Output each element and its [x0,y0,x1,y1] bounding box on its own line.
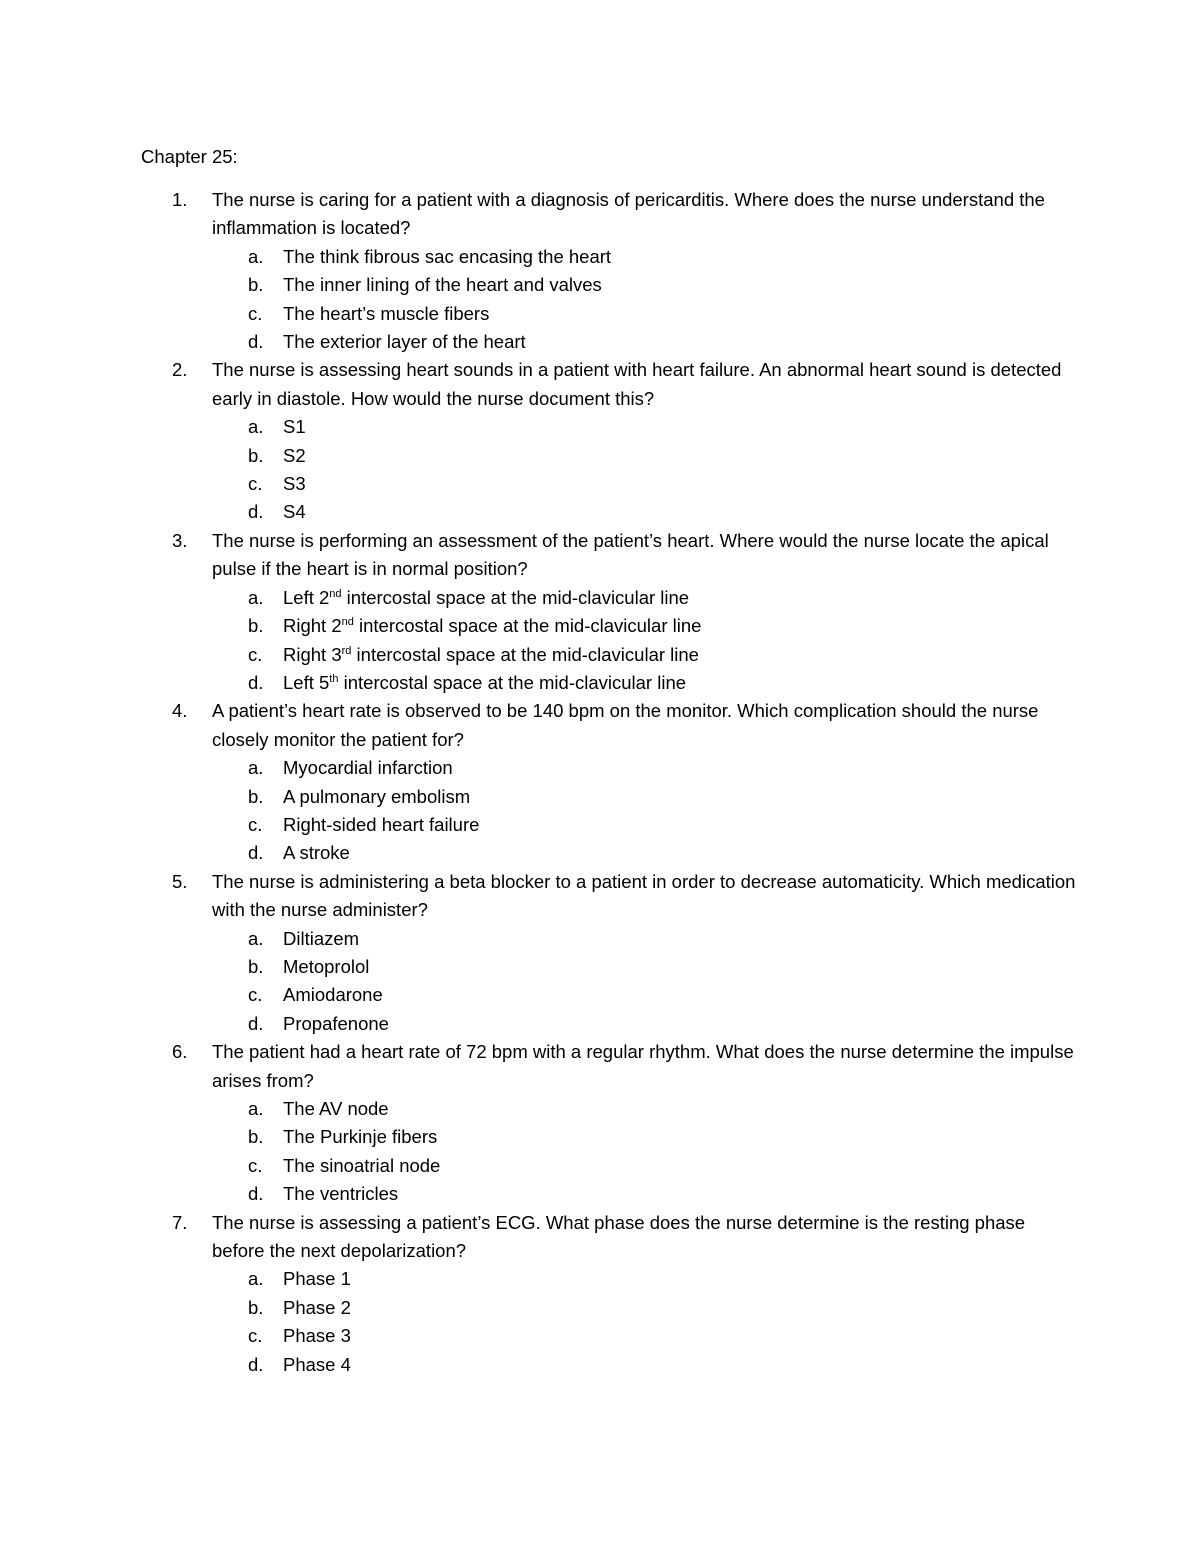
ordinal-suffix: nd [341,616,354,629]
answer-option [212,1322,1081,1350]
answer-option [212,641,1081,669]
answer-option [212,783,1081,811]
option-text: Amiodarone [283,984,383,1006]
answer-option [212,811,1081,839]
option-text: Right-sided heart failure [283,813,480,835]
option-letter: d. [248,671,264,693]
option-letter: a. [248,416,264,438]
ordinal-suffix: th [329,672,339,685]
question-text: The nurse is assessing a patient’s ECG. What phase does the nurse determine is the resting phase before the next depolarization? [212,1211,1026,1262]
option-text-start: Right 3 [283,643,342,665]
answer-options [212,243,1081,357]
option-letter: a. [248,1098,264,1119]
option-text-start: Right 2 [283,615,342,637]
option-letter: d. [248,1353,264,1375]
option-letter: b. [248,615,264,637]
option-letter: b. [248,1126,264,1148]
option-text: A stroke [283,842,350,864]
answer-option [212,271,1081,299]
option-letter: c. [248,1154,263,1176]
question-text: A patient’s heart rate is observed to be 140 bpm on the monitor. Which complication should the nurse closely monitor the patient for? [212,700,1039,750]
question-text: The nurse is assessing heart sounds in a patient with heart failure. An abnormal heart sound is detected early in diastole. How would the nurse document this? [212,359,1062,409]
option-text: The AV node [283,1098,389,1119]
question-5 [141,868,1081,1038]
option-letter: a. [248,1268,264,1290]
option-text-end: intercostal space at the mid-clavicular line [353,615,702,637]
option-text: Phase 4 [283,1353,351,1375]
option-text-start: Left 5 [283,671,330,693]
option-text: The ventricles [283,1183,399,1205]
option-text-end: intercostal space at the mid-clavicular line [338,671,687,693]
option-text: Myocardial infarction [283,757,453,779]
answer-option [212,328,1081,356]
option-letter: d. [248,1012,264,1034]
option-letter: b. [248,274,264,296]
question-6 [141,1038,1081,1208]
answer-option [212,584,1081,612]
question-3 [141,527,1081,697]
option-letter: c. [248,1325,263,1347]
answer-options [212,754,1081,868]
option-letter: d. [248,842,264,864]
question-number: 3. [172,529,188,551]
answer-option [212,470,1081,498]
answer-option [212,1123,1081,1151]
answer-option [212,1010,1081,1038]
option-text-end: intercostal space at the mid-clavicular line [351,643,699,665]
option-text: Phase 3 [283,1325,351,1347]
answer-option [212,1152,1081,1180]
question-number: 6. [172,1041,188,1063]
option-text: S4 [283,501,306,523]
question-number: 5. [172,870,188,892]
ordinal-suffix: rd [341,644,352,657]
option-text: The inner lining of the heart and valves [283,274,602,296]
option-text: S2 [283,444,306,466]
option-letter: c. [248,302,263,324]
answer-option [212,1294,1081,1322]
option-text: S1 [283,416,306,438]
option-letter: b. [248,444,264,466]
option-letter: c. [248,813,263,835]
question-number: 2. [172,359,188,381]
option-text: The think fibrous sac encasing the heart [283,245,612,267]
option-text: Phase 2 [283,1296,351,1318]
answer-option [212,981,1081,1009]
question-4 [141,697,1081,867]
option-letter: a. [248,245,264,267]
option-letter: c. [248,643,263,665]
answer-options [212,925,1081,1039]
answer-option [212,1265,1081,1293]
answer-option [212,1095,1081,1123]
question-number: 4. [172,700,188,722]
question-list [141,186,1081,1379]
option-letter: d. [248,331,264,353]
option-text: The sinoatrial node [283,1154,441,1176]
question-2 [141,356,1081,526]
option-text: Phase 1 [283,1268,351,1290]
question-number: 1. [172,189,188,210]
option-letter: a. [248,757,264,779]
option-text: The heart’s muscle fibers [283,302,490,324]
question-1 [141,186,1081,356]
answer-option [212,498,1081,526]
option-letter: b. [248,785,264,807]
answer-options [212,1265,1081,1379]
answer-option [212,300,1081,328]
answer-option [212,243,1081,271]
answer-option [212,839,1081,867]
answer-option [212,612,1081,640]
answer-option [212,1180,1081,1208]
answer-options [212,584,1081,698]
option-text: The exterior layer of the heart [283,331,526,353]
question-text: The patient had a heart rate of 72 bpm with a regular rhythm. What does the nurse determine the impulse arises from? [212,1041,1074,1091]
option-letter: b. [248,955,264,977]
answer-option [212,413,1081,441]
option-text: A pulmonary embolism [283,785,471,807]
answer-options [212,1095,1081,1209]
option-text: Diltiazem [283,927,360,949]
ordinal-suffix: nd [329,587,342,600]
option-text: Metoprolol [283,955,370,977]
option-text: The Purkinje fibers [283,1126,438,1148]
option-letter: a. [248,586,264,608]
answer-option [212,925,1081,953]
question-text: The nurse is performing an assessment of the patient’s heart. Where would the nurse locate the apical pulse if the heart is in normal position? [212,529,1049,580]
question-text: The nurse is administering a beta blocker to a patient in order to decrease automaticity. Which medication with the nurse administer? [212,870,1076,921]
option-text-start: Left 2 [283,586,330,608]
answer-option [212,1351,1081,1379]
option-letter: b. [248,1296,264,1318]
option-text: Propafenone [283,1012,389,1034]
option-letter: c. [248,984,263,1006]
question-7 [141,1209,1081,1379]
question-text: The nurse is caring for a patient with a diagnosis of pericarditis. Where does the nurse understand the inflammation is located? [212,189,1045,239]
chapter-title: Chapter 25: [141,146,238,167]
option-letter: c. [248,473,263,495]
option-letter: a. [248,927,264,949]
answer-option [212,953,1081,981]
answer-option [212,754,1081,782]
answer-option [212,669,1081,697]
option-letter: d. [248,1183,264,1205]
option-letter: d. [248,501,264,523]
answer-options [212,413,1081,527]
option-text-end: intercostal space at the mid-clavicular line [341,586,690,608]
question-number: 7. [172,1211,188,1233]
answer-option [212,442,1081,470]
option-text: S3 [283,473,306,495]
